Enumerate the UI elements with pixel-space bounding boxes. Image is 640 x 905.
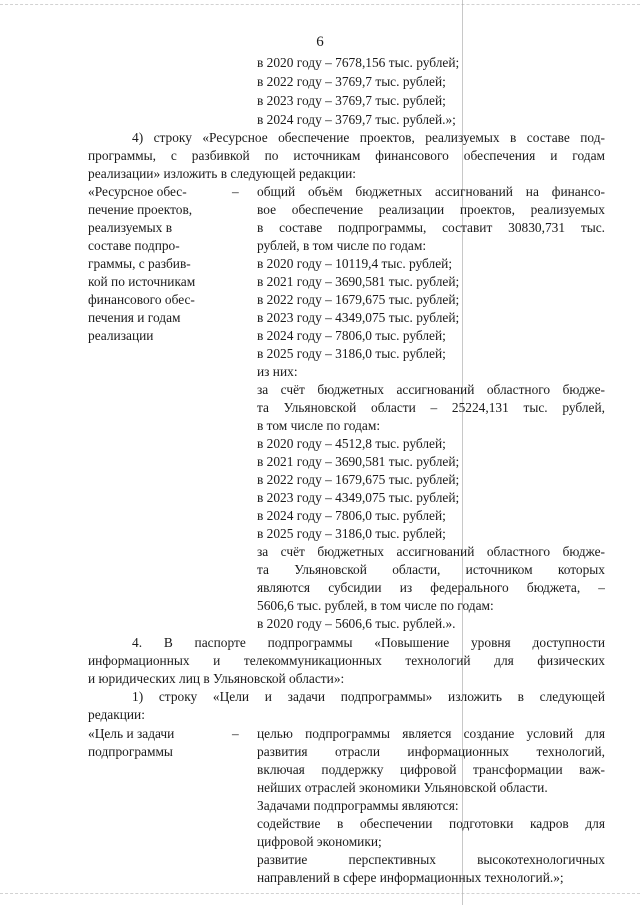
resource-text-line: вое обеспечение реализации проектов, реализуемых: [257, 202, 605, 217]
resource-text-line: в 2025 году – 3186,0 тыс. рублей;: [257, 346, 446, 361]
item4-paragraph-line: программы, с разбивкой по источникам финансового обеспечения и годам: [88, 148, 605, 163]
goals-text-line: нейших отраслей экономики Ульяновской области.: [257, 780, 548, 795]
goals-text-line: включая поддержку цифровой трансформации важ-: [257, 762, 605, 777]
resource-text-line: в 2022 году – 1679,675 тыс. рублей;: [257, 292, 460, 307]
resource-label-line: финансового обес-: [88, 292, 195, 307]
page-number: 6: [316, 34, 324, 50]
resource-text-line: рублей, в том числе по годам:: [257, 238, 427, 253]
goals-text-line: развития отрасли информационных технологий,: [257, 744, 605, 759]
resource-label-line: печение проектов,: [88, 202, 193, 217]
resource-label-line: кой по источникам: [88, 274, 196, 289]
goals-text-line: Задачами подпрограммы являются:: [257, 798, 459, 813]
item1-paragraph-line: 1) строку «Цели и задачи подпрограммы» изложить в следующей: [132, 689, 605, 704]
top-list-line: в 2023 году – 3769,7 тыс. рублей;: [257, 93, 446, 108]
resource-text-line: в 2020 году – 4512,8 тыс. рублей;: [257, 436, 446, 451]
resource-text-line: в 2021 году – 3690,581 тыс. рублей;: [257, 274, 460, 289]
resource-text-line: в том числе по годам:: [257, 418, 381, 433]
resource-label-line: реализации: [88, 328, 154, 343]
resource-text-line: в 2022 году – 1679,675 тыс. рублей;: [257, 472, 460, 487]
resource-text-line: в 2020 году – 5606,6 тыс. рублей.».: [257, 616, 456, 631]
item4-paragraph-line: реализации» изложить в следующей редакции:: [88, 166, 356, 181]
goals-text-line: цифровой экономики;: [257, 834, 382, 849]
section4-paragraph-line: и юридических лиц в Ульяновской области»:: [88, 671, 345, 686]
goals-text-line: развитие перспективных высокотехнологичных: [257, 852, 605, 867]
resource-text-line: являются субсидии из федерального бюджета, –: [257, 580, 605, 595]
resource-label-line: реализуемых в: [88, 220, 173, 235]
goals-label-line: «Цель и задачи: [88, 726, 175, 741]
item1-paragraph-line: редакции:: [88, 707, 145, 722]
resource-text-line: та Ульяновской области – 25224,131 тыс. рублей,: [257, 400, 605, 415]
top-list-line: в 2020 году – 7678,156 тыс. рублей;: [257, 55, 460, 70]
resource-text-line: в 2024 году – 7806,0 тыс. рублей;: [257, 328, 446, 343]
resource-text-line: в 2023 году – 4349,075 тыс. рублей;: [257, 490, 460, 505]
section4-paragraph-line: 4. В паспорте подпрограммы «Повышение уровня доступности: [132, 635, 605, 650]
resource-text-line: из них:: [257, 364, 298, 379]
resource-text-line: в 2025 году – 3186,0 тыс. рублей;: [257, 526, 446, 541]
resource-text-line: в 2020 году – 10119,4 тыс. рублей;: [257, 256, 453, 271]
goals-label-line: подпрограммы: [88, 744, 173, 759]
top-list-line: в 2022 году – 3769,7 тыс. рублей;: [257, 74, 446, 89]
resource-text-line: в составе подпрограммы, составит 30830,731 тыс.: [257, 220, 605, 235]
resource-text-line: за счёт бюджетных ассигнований областного бюдже-: [257, 382, 605, 397]
resource-text-line: в 2024 году – 7806,0 тыс. рублей;: [257, 508, 446, 523]
goals-text-line: целью подпрограммы является создание условий для: [257, 726, 605, 741]
resource-label-line: граммы, с разбив-: [88, 256, 191, 271]
resource-label-line: «Ресурсное обес-: [88, 184, 187, 199]
scan-edge-top: [0, 4, 640, 5]
resource-text-line: та Ульяновской области, источником которых: [257, 562, 605, 577]
goals-text-line: направлений в сфере информационных технологий.»;: [257, 870, 564, 885]
resource-label-line: составе подпро-: [88, 238, 180, 253]
label-dash: –: [232, 184, 239, 199]
resource-label-line: печения и годам: [88, 310, 181, 325]
resource-text-line: 5606,6 тыс. рублей, в том числе по годам:: [257, 598, 494, 613]
section4-paragraph-line: информационных и телекоммуникационных технологий для физических: [88, 653, 605, 668]
item4-paragraph-line: 4) строку «Ресурсное обеспечение проектов, реализуемых в составе под-: [132, 130, 605, 145]
scan-edge-bottom: [0, 893, 640, 894]
resource-text-line: в 2023 году – 4349,075 тыс. рублей;: [257, 310, 460, 325]
top-list-line: в 2024 году – 3769,7 тыс. рублей.»;: [257, 112, 456, 127]
resource-text-line: общий объём бюджетных ассигнований на финансо-: [257, 184, 605, 199]
label-dash: –: [232, 726, 239, 741]
resource-text-line: в 2021 году – 3690,581 тыс. рублей;: [257, 454, 460, 469]
resource-text-line: за счёт бюджетных ассигнований областного бюдже-: [257, 544, 605, 559]
goals-text-line: содействие в обеспечении подготовки кадров для: [257, 816, 605, 831]
